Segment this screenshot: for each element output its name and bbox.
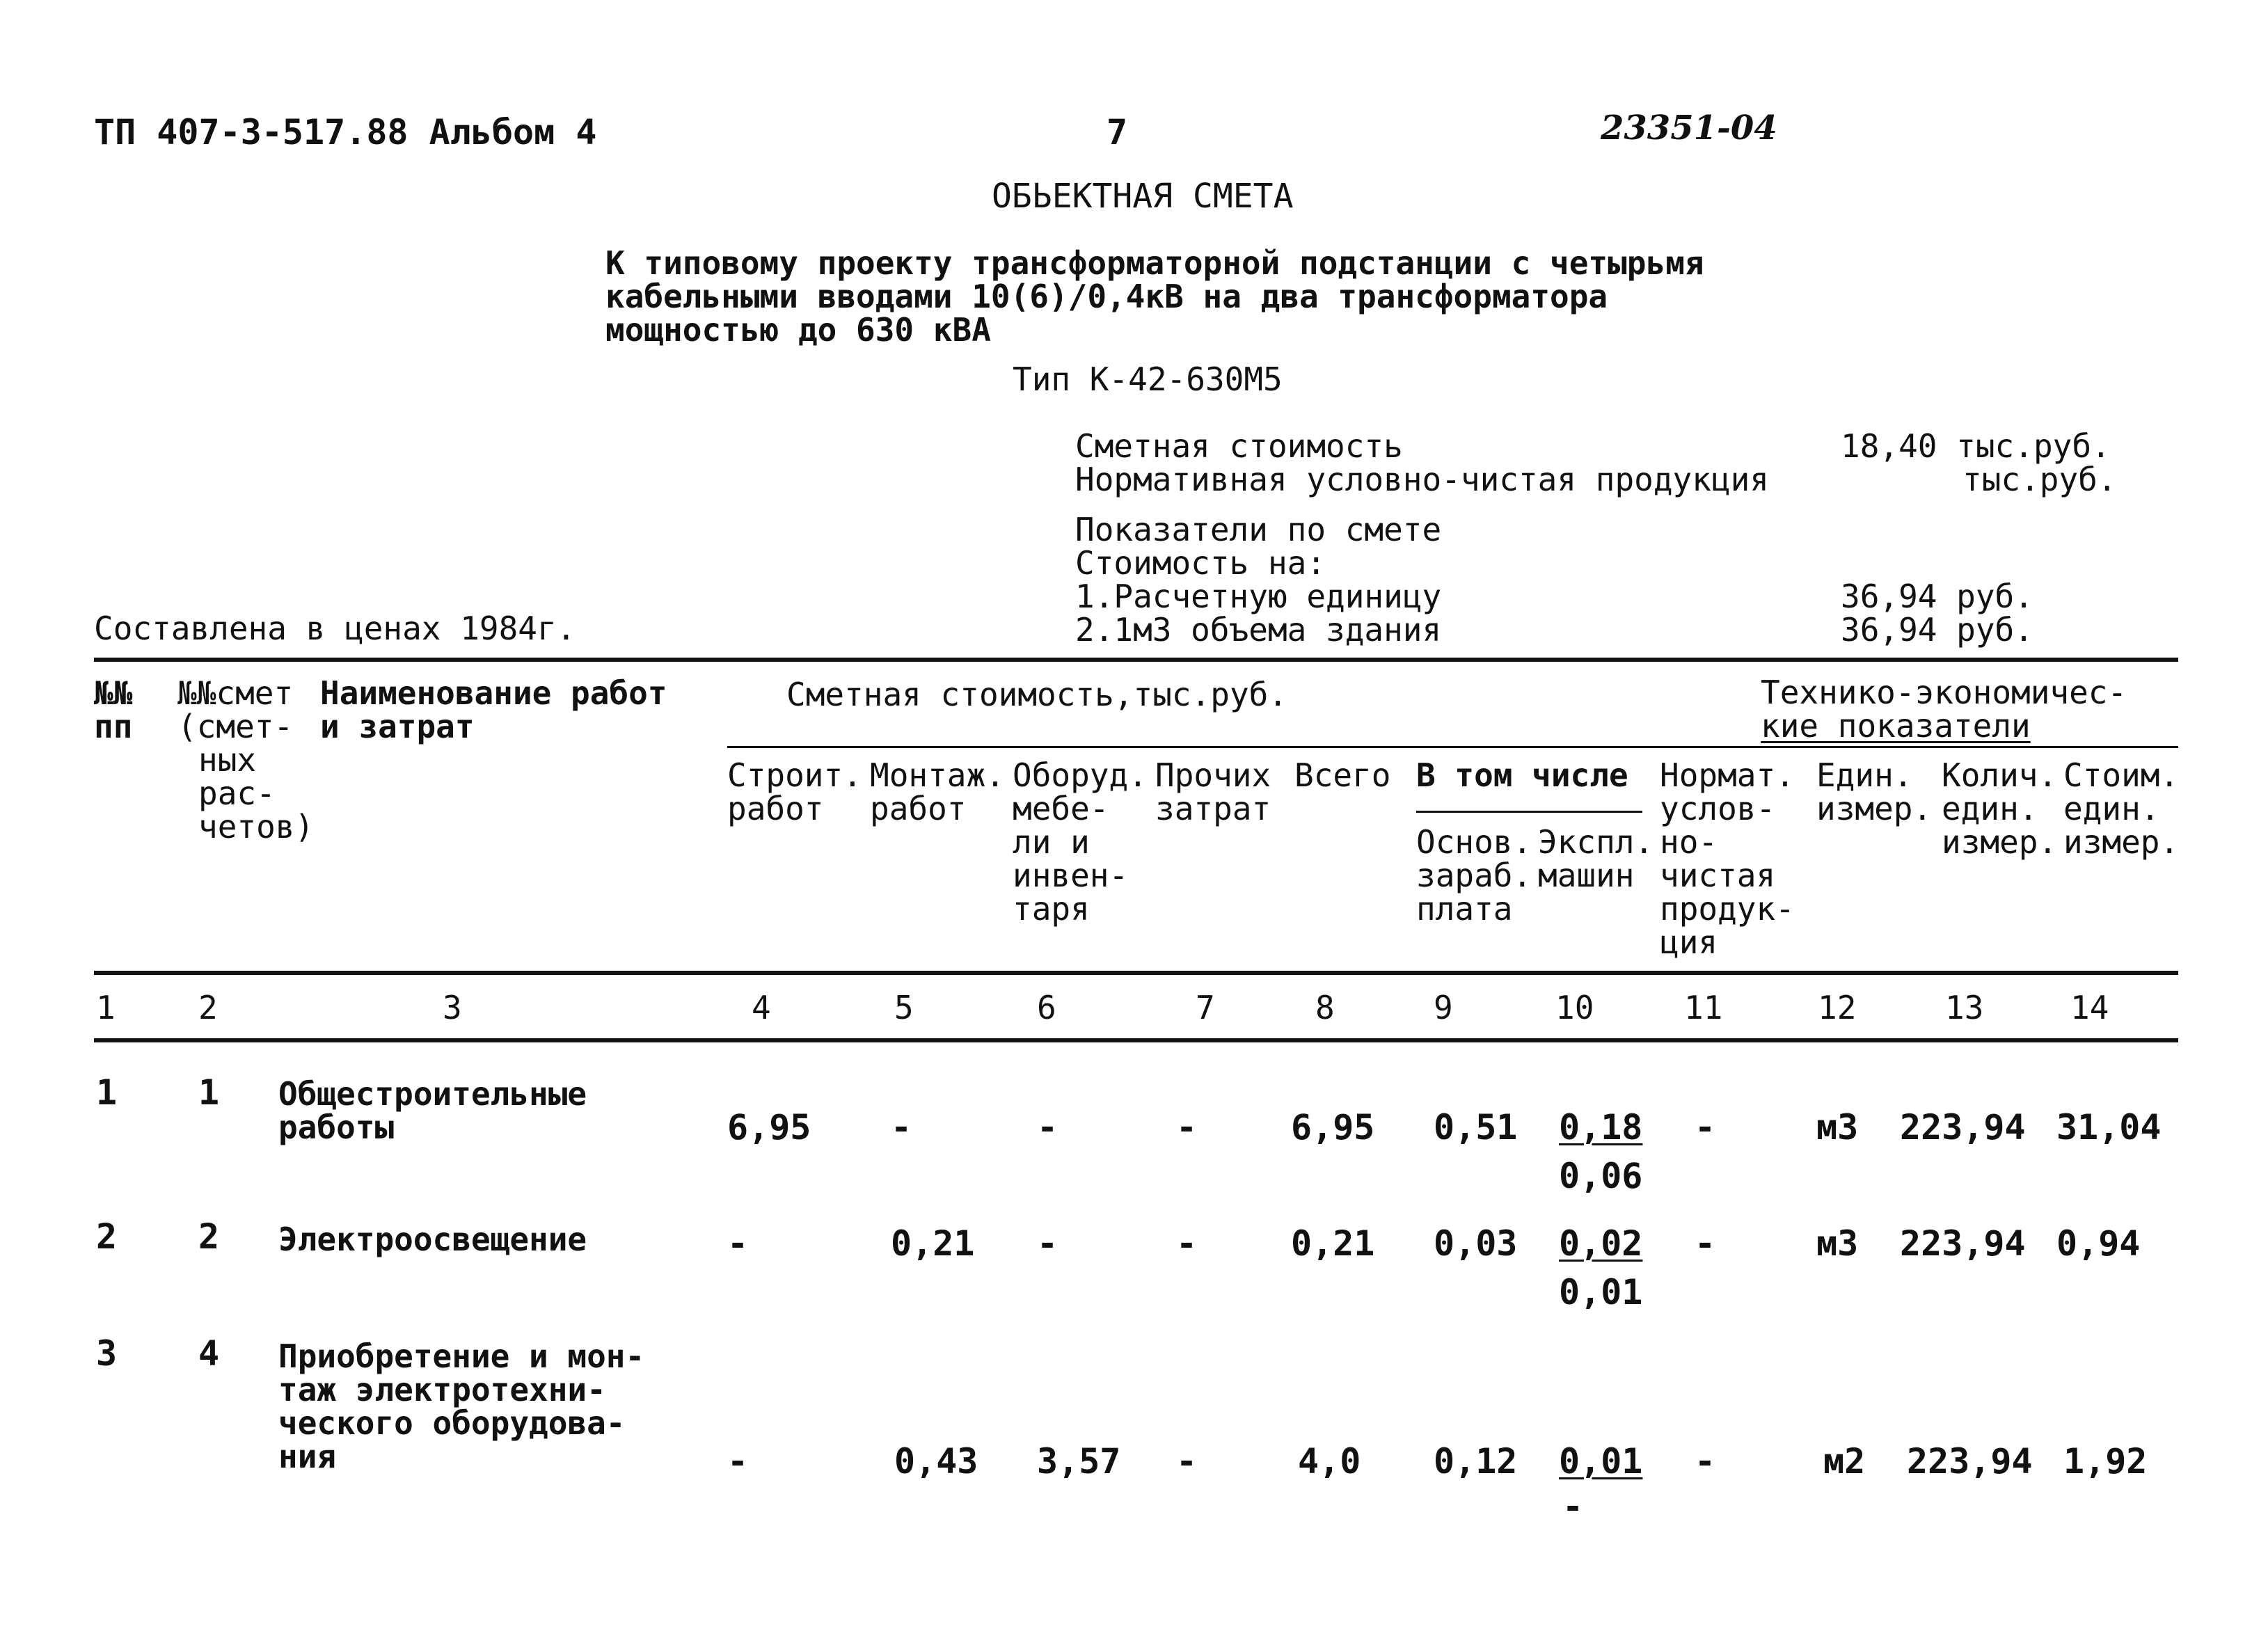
row3-c8: 4,0 — [1298, 1441, 1361, 1482]
row1-calc: 1 — [198, 1072, 220, 1113]
row3-name-line3: ческого оборудова- — [278, 1404, 626, 1442]
header-c11-line6: ция — [1660, 923, 1718, 961]
row2-c8: 0,21 — [1291, 1223, 1375, 1264]
header-c13-line3: измер. — [1942, 823, 2058, 861]
header-c2-line3: ных — [198, 741, 257, 779]
colnum-11: 11 — [1684, 989, 1723, 1026]
header-group-tech-line2: кие показатели — [1761, 707, 2031, 745]
volume-cost-value: 36,94 руб. — [1841, 611, 2033, 649]
header-c2-line1: №№смет — [177, 674, 294, 712]
header-c6-line3: ли и — [1013, 823, 1090, 861]
normative-value: тыс.руб. — [1962, 461, 2117, 498]
header-c13-line2: един. — [1942, 790, 2038, 827]
header-c9-line1: Основ. — [1416, 823, 1532, 861]
header-c14-line3: измер. — [2063, 823, 2180, 861]
row1-c13: 223,94 — [1900, 1107, 2026, 1147]
row2-c13: 223,94 — [1900, 1223, 2026, 1264]
cost-per-label: Стоимость на: — [1075, 544, 1326, 582]
header-c4-line2: работ — [727, 790, 824, 827]
header-c1-line1: №№ — [94, 674, 133, 712]
header-c9-line2: зараб. — [1416, 857, 1532, 894]
indicators-label: Показатели по смете — [1075, 511, 1442, 548]
prices-note: Составлена в ценах 1984г. — [94, 610, 576, 647]
row1-name-line1: Общестроительные — [278, 1075, 587, 1113]
row2-c5: 0,21 — [891, 1223, 975, 1264]
header-c11-line3: но- — [1660, 823, 1718, 861]
header-c6-line5: таря — [1013, 890, 1090, 928]
header-c12-line1: Един. — [1816, 756, 1913, 794]
row3-c10-top: 0,01 — [1559, 1441, 1643, 1482]
header-c14-line1: Стоим. — [2063, 756, 2180, 794]
row1-c8: 6,95 — [1291, 1107, 1375, 1147]
table-top-rule — [94, 658, 2178, 662]
colnum-14: 14 — [2070, 989, 2109, 1026]
row1-c11: - — [1695, 1107, 1716, 1147]
header-c10-line2: машин — [1538, 857, 1635, 894]
row1-c14: 31,04 — [2056, 1107, 2162, 1147]
row3-c11: - — [1695, 1441, 1716, 1482]
row2-c10-top: 0,02 — [1559, 1223, 1643, 1264]
row2-c4: - — [727, 1223, 749, 1264]
row3-name-line1: Приобретение и мон- — [278, 1337, 645, 1375]
row1-c5: - — [891, 1107, 912, 1147]
unit-cost-label: 1.Расчетную единицу — [1075, 578, 1442, 615]
colnum-10: 10 — [1555, 989, 1594, 1026]
row2-calc: 2 — [198, 1216, 220, 1257]
header-c12-line2: измер. — [1816, 790, 1933, 827]
row2-c14: 0,94 — [2056, 1223, 2141, 1264]
header-c6-line4: инвен- — [1013, 857, 1129, 894]
row3-c13: 223,94 — [1907, 1441, 2033, 1482]
header-c3-line1: Наименование работ — [320, 674, 667, 712]
page-number: 7 — [1107, 112, 1128, 152]
row3-c14: 1,92 — [2063, 1441, 2148, 1482]
header-c9-c10-group: В том числе — [1416, 756, 1628, 794]
row2-c12: м3 — [1816, 1223, 1859, 1264]
row2-c7: - — [1176, 1223, 1198, 1264]
estimated-cost-label: Сметная стоимость — [1075, 427, 1403, 465]
album-reference: ТП 407-3-517.88 Альбом 4 — [94, 112, 597, 152]
header-c11-line2: услов- — [1660, 790, 1776, 827]
row2-c6: - — [1037, 1223, 1058, 1264]
colnum-2: 2 — [198, 989, 218, 1026]
header-c5-line2: работ — [870, 790, 967, 827]
header-c14-line2: един. — [2063, 790, 2160, 827]
row1-c6: - — [1037, 1107, 1058, 1147]
row3-calc: 4 — [198, 1333, 220, 1374]
header-c4-line1: Строит. — [727, 756, 862, 794]
subtitle-line-3: мощностью до 630 кВА — [605, 311, 991, 349]
colnum-6: 6 — [1037, 989, 1056, 1026]
unit-cost-value: 36,94 руб. — [1841, 578, 2033, 615]
project-type: Тип К-42-630М5 — [1013, 360, 1283, 398]
row1-name-line2: работы — [278, 1109, 395, 1146]
row3-c5: 0,43 — [894, 1441, 978, 1482]
colnum-5: 5 — [894, 989, 914, 1026]
row3-c10-bottom: - — [1562, 1486, 1584, 1527]
subtitle-line-1: К типовому проекту трансформаторной подстанции с четырьмя — [605, 244, 1704, 282]
header-c7-line2: затрат — [1155, 790, 1271, 827]
estimated-cost-value: 18,40 тыс.руб. — [1841, 427, 2111, 465]
row3-c4: - — [727, 1441, 749, 1482]
row3-number: 3 — [96, 1333, 118, 1374]
header-c6-line2: мебе- — [1013, 790, 1109, 827]
row3-name-line2: таж электротехни- — [278, 1371, 606, 1408]
row3-c12: м2 — [1823, 1441, 1866, 1482]
colnum-8: 8 — [1315, 989, 1335, 1026]
header-group-rule — [727, 746, 2178, 748]
header-c11-line5: продук- — [1660, 890, 1795, 928]
header-c2-line2: (смет- — [177, 708, 294, 745]
inventory-number: 23351-04 — [1601, 109, 1777, 148]
row2-c11: - — [1695, 1223, 1716, 1264]
colnum-13: 13 — [1945, 989, 1984, 1026]
colnum-1: 1 — [96, 989, 116, 1026]
colnum-3: 3 — [443, 989, 462, 1026]
header-c13-line1: Колич. — [1942, 756, 2058, 794]
header-c11-line4: чистая — [1660, 857, 1776, 894]
row1-c4: 6,95 — [727, 1107, 811, 1147]
header-c7-line1: Прочих — [1155, 756, 1271, 794]
colnum-12: 12 — [1818, 989, 1857, 1026]
header-c10-line1: Экспл. — [1538, 823, 1654, 861]
row2-c9: 0,03 — [1434, 1223, 1518, 1264]
row1-c7: - — [1176, 1107, 1198, 1147]
header-c9-line3: плата — [1416, 890, 1513, 928]
row2-name-line1: Электроосвещение — [278, 1221, 587, 1258]
volume-cost-label: 2.1м3 объема здания — [1075, 611, 1442, 649]
header-c5-line1: Монтаж. — [870, 756, 1005, 794]
normative-label: Нормативная условно-чистая продукция — [1075, 461, 1769, 498]
row3-c9: 0,12 — [1434, 1441, 1518, 1482]
header-subgroup-rule — [1416, 811, 1642, 813]
header-c8: Всего — [1294, 756, 1391, 794]
row1-c12: м3 — [1816, 1107, 1859, 1147]
header-c2-line4: рас- — [198, 775, 276, 812]
row3-c6: 3,57 — [1037, 1441, 1121, 1482]
row3-c7: - — [1176, 1441, 1198, 1482]
header-c6-line1: Оборуд. — [1013, 756, 1148, 794]
subtitle-line-2: кабельными вводами 10(6)/0,4кВ на два трансформатора — [605, 278, 1608, 315]
header-bottom-rule — [94, 971, 2178, 975]
colnum-4: 4 — [752, 989, 771, 1026]
document-title: ОБЬЕКТНАЯ СМЕТА — [992, 177, 1294, 216]
header-c3-line2: и затрат — [320, 708, 475, 745]
row2-number: 2 — [96, 1216, 118, 1257]
column-numbers-rule — [94, 1038, 2178, 1042]
row1-c10-top: 0,18 — [1559, 1107, 1643, 1147]
row2-c10-bottom: 0,01 — [1559, 1272, 1643, 1312]
colnum-7: 7 — [1196, 989, 1215, 1026]
header-c11-line1: Нормат. — [1660, 756, 1795, 794]
colnum-9: 9 — [1434, 989, 1453, 1026]
header-c1-line2: пп — [94, 708, 133, 745]
header-c2-line5: четов) — [198, 808, 315, 845]
header-group-cost: Сметная стоимость,тыс.руб. — [786, 676, 1288, 713]
row1-c10-bottom: 0,06 — [1559, 1156, 1643, 1196]
row3-name-line4: ния — [278, 1438, 337, 1475]
row1-number: 1 — [96, 1072, 118, 1113]
header-group-tech-line1: Технико-экономичес- — [1761, 674, 2127, 711]
row1-c9: 0,51 — [1434, 1107, 1518, 1147]
